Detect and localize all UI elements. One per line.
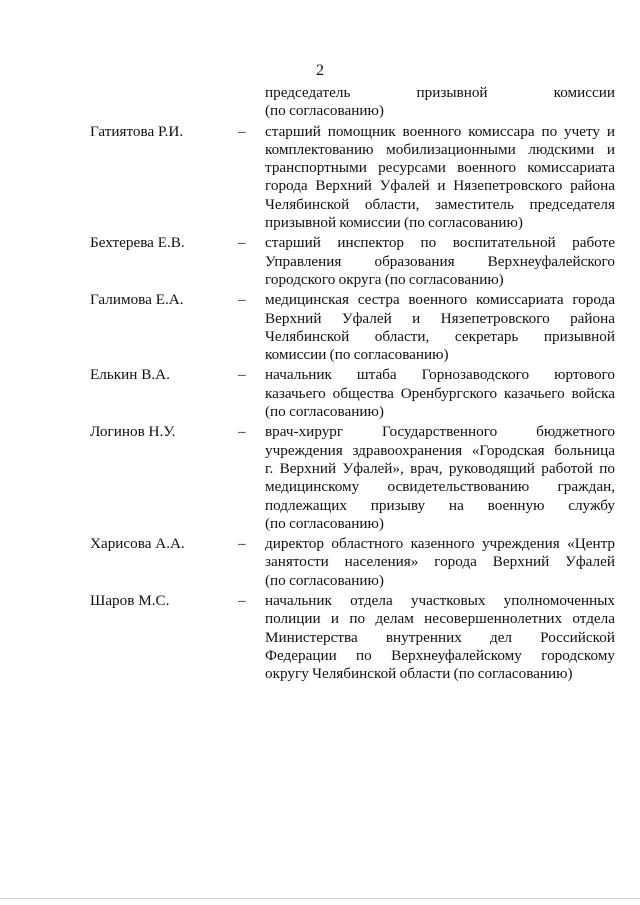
position-line: комиссии (по согласованию): [265, 346, 449, 364]
position-line: Челябинской области, секретарь призывной: [265, 327, 615, 345]
position-line: учреждения здравоохранения «Городская больница: [265, 441, 615, 459]
member-position: [265, 291, 615, 364]
member-name: Шаров М.С.: [90, 592, 170, 610]
position-line: казачьего общества Оренбургского казачьего войска: [265, 384, 615, 402]
commission-member: [90, 84, 615, 121]
commission-member: [90, 123, 615, 233]
member-dash: –: [238, 122, 246, 140]
member-name: Логинов Н.У.: [90, 423, 176, 441]
position-line: занятости населения» города Верхний Уфалей: [265, 553, 615, 571]
position-line: Федерации по Верхнеуфалейскому городскому: [265, 646, 615, 664]
position-line: города Верхний Уфалей и Нязепетровского района: [265, 177, 615, 195]
member-name: Харисова А.А.: [90, 535, 185, 553]
member-position: [265, 234, 615, 289]
position-line: начальник отдела участковых уполномоченных: [265, 592, 615, 610]
member-name: Елькин В.А.: [90, 366, 170, 384]
commission-member: [90, 291, 615, 364]
position-line: старший инспектор по воспитательной работе: [265, 234, 615, 252]
position-line: врач-хирург Государственного бюджетного: [265, 423, 615, 441]
position-line: Министерства внутренних дел Российской: [265, 628, 615, 646]
position-line: городского округа (по согласованию): [265, 270, 504, 288]
member-name: Бехтерева Е.В.: [90, 234, 185, 252]
position-line: округу Челябинской области (по согласованию): [265, 665, 573, 683]
position-line: медицинскому освидетельствованию граждан,: [265, 478, 615, 496]
member-position: [265, 423, 615, 533]
commission-member: [90, 366, 615, 421]
member-dash: –: [238, 366, 246, 384]
member-dash: –: [238, 423, 246, 441]
member-name: Галимова Е.А.: [90, 291, 184, 309]
member-position: [265, 366, 615, 421]
member-position: [265, 535, 615, 590]
position-line: (по согласованию): [265, 102, 384, 120]
position-line: (по согласованию): [265, 403, 384, 421]
position-line: директор областного казенного учреждения «Центр: [265, 535, 615, 553]
commission-member: [90, 535, 615, 590]
position-line: (по согласованию): [265, 571, 384, 589]
position-line: подлежащих призыву на военную службу: [265, 496, 615, 514]
position-line: г. Верхний Уфалей», врач, руководящий работой по: [265, 459, 615, 477]
member-dash: –: [238, 234, 246, 252]
page-bottom-edge: [0, 898, 640, 899]
member-dash: –: [238, 291, 246, 309]
position-line: (по согласованию): [265, 514, 384, 532]
position-line: Верхний Уфалей и Нязепетровского района: [265, 309, 615, 327]
member-position: [265, 592, 615, 683]
commission-member: [90, 592, 615, 683]
position-line: Челябинской области, заместитель председателя: [265, 195, 615, 213]
member-position: [265, 84, 615, 121]
page-number: 2: [316, 62, 324, 79]
position-line: старший помощник военного комиссара по учету и: [265, 122, 615, 140]
member-name: Гатиятова Р.И.: [90, 122, 184, 140]
position-line: Управления образования Верхнеуфалейского: [265, 252, 615, 270]
member-dash: –: [238, 592, 246, 610]
position-line: полиции и по делам несовершеннолетних отдела: [265, 610, 615, 628]
commission-member: [90, 423, 615, 533]
position-line: призывной комиссии (по согласованию): [265, 214, 523, 232]
position-line: комплектованию мобилизационными людскими и: [265, 140, 615, 158]
position-line: транспортными ресурсами военного комиссариата: [265, 159, 615, 177]
position-line: начальник штаба Горнозаводского юртового: [265, 366, 615, 384]
commission-member: [90, 234, 615, 289]
commission-member-list: [90, 84, 615, 686]
position-line: председатель призывной комиссии: [265, 84, 615, 101]
member-dash: –: [238, 535, 246, 553]
position-line: медицинская сестра военного комиссариата города: [265, 291, 615, 309]
member-position: [265, 123, 615, 233]
